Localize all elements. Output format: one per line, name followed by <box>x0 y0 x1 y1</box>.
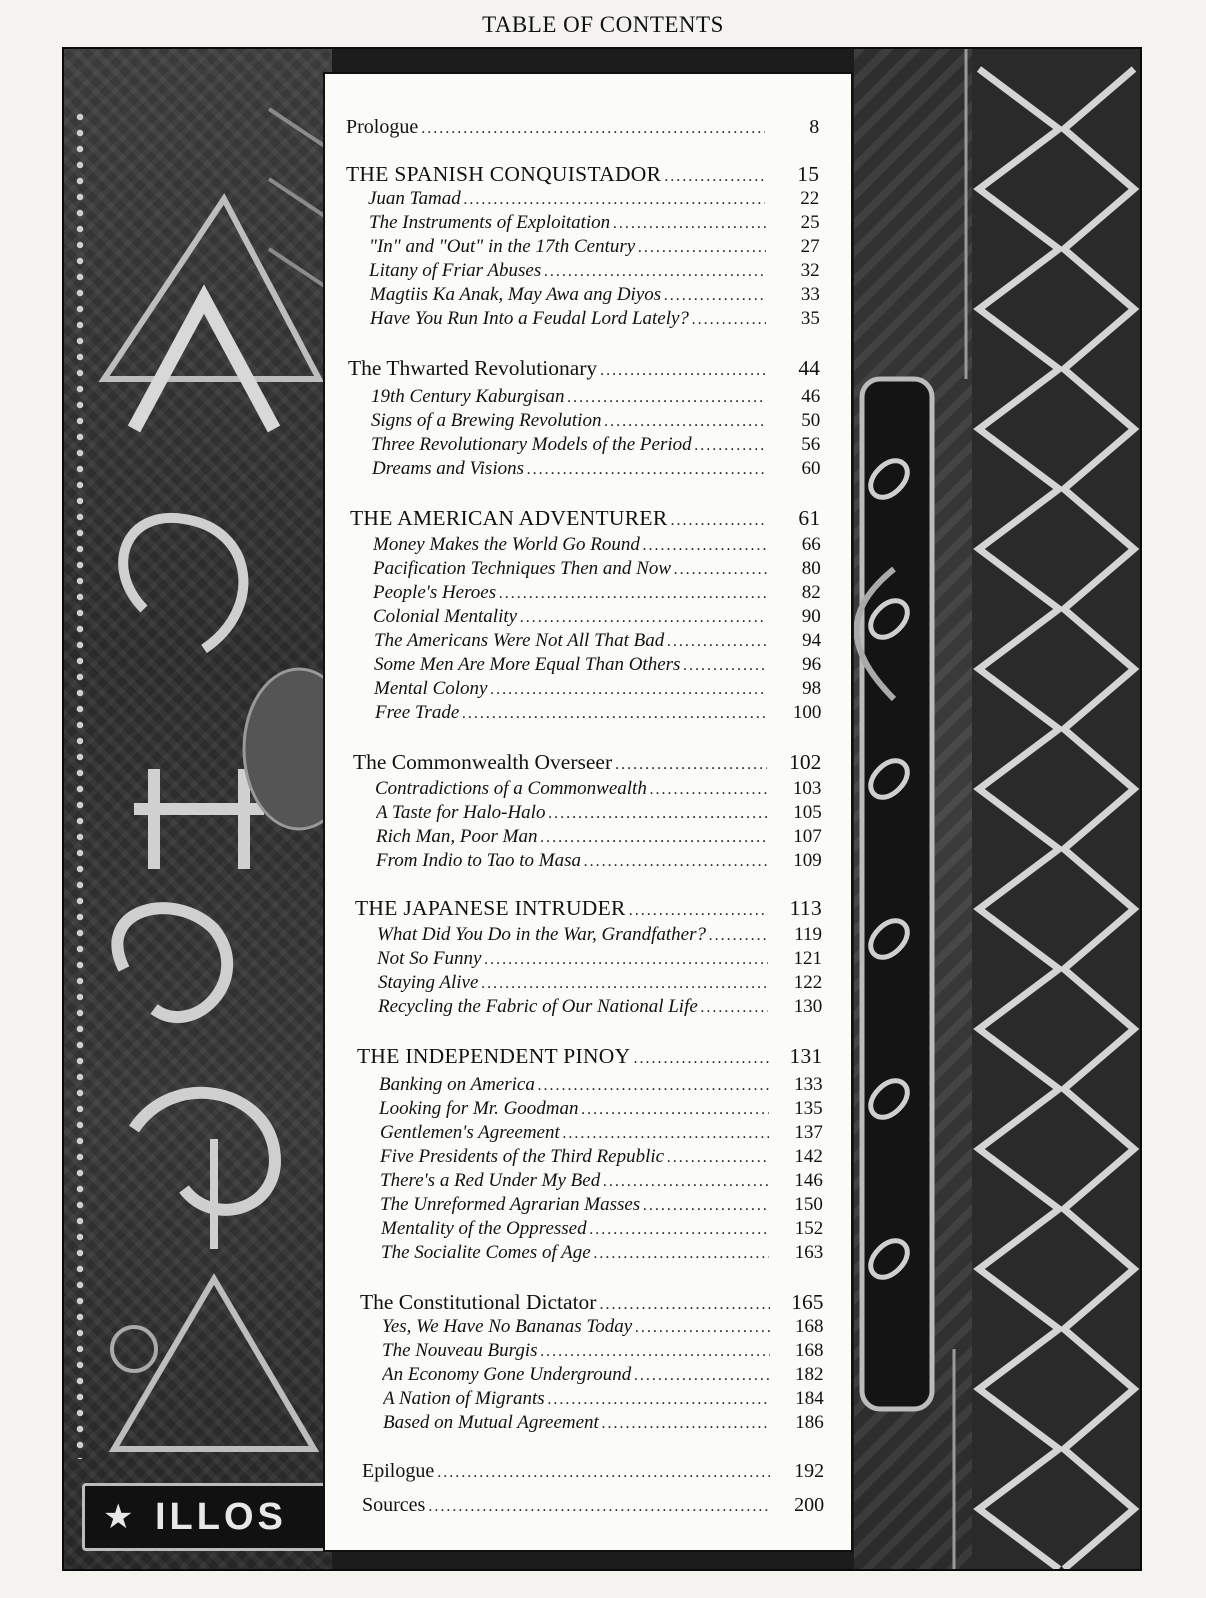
dot-leader <box>635 1319 769 1337</box>
toc-subentry <box>371 434 820 456</box>
toc-entry <box>355 896 822 921</box>
toc-subentry <box>368 188 819 210</box>
toc-entry-title: People's Heroes <box>373 582 497 603</box>
toc-entry-title: There's a Red Under My Bed <box>380 1170 601 1191</box>
dot-leader <box>667 633 767 651</box>
toc-subentry <box>382 1316 824 1338</box>
toc-entry-title: Sources <box>362 1494 426 1516</box>
toc-entry-title: Money Makes the World Go Round <box>373 534 640 555</box>
dot-leader <box>428 1498 770 1516</box>
toc-entry-title: Looking for Mr. Goodman <box>379 1098 579 1119</box>
toc-page-number: 142 <box>794 1146 823 1167</box>
toc-page-number: 60 <box>801 458 821 479</box>
toc-entry-title: The Americans Were Not All That Bad <box>374 630 665 651</box>
toc-subentry <box>373 606 821 628</box>
toc-page-number: 168 <box>795 1340 824 1361</box>
toc-page-number: 61 <box>798 506 821 530</box>
toc-subentry <box>370 284 820 306</box>
dot-leader <box>464 191 766 209</box>
toc-subentry <box>370 308 820 330</box>
toc-page-number: 168 <box>795 1316 824 1337</box>
dot-leader <box>634 1367 769 1385</box>
toc-subentry <box>369 212 820 234</box>
dot-leader <box>670 512 766 530</box>
ornamental-frame <box>62 47 1142 1571</box>
toc-entry-title: The Unreformed Agrarian Masses <box>380 1194 641 1215</box>
toc-subentry <box>371 410 820 432</box>
toc-page-number: 8 <box>809 116 820 138</box>
right-engraved-ornament <box>854 49 1140 1569</box>
toc-subentry <box>377 948 822 970</box>
toc-subentry <box>383 1412 824 1434</box>
dot-leader <box>613 215 765 233</box>
dot-leader <box>481 975 768 993</box>
dot-leader <box>695 437 767 455</box>
dot-leader <box>582 1101 769 1119</box>
toc-entry-title: Mental Colony <box>374 678 488 699</box>
toc-entry-title: What Did You Do in the War, Grandfather? <box>377 924 707 945</box>
dot-leader <box>548 1391 770 1409</box>
toc-subentry <box>373 582 821 604</box>
toc-subentry <box>372 458 821 480</box>
left-engraved-ornament <box>64 49 332 1569</box>
toc-entry-title: Three Revolutionary Models of the Period <box>371 434 692 455</box>
toc-page-number: 107 <box>793 826 822 847</box>
toc-subentry <box>374 630 821 652</box>
dot-leader <box>568 389 767 407</box>
toc-page-number: 131 <box>789 1044 823 1068</box>
toc-page-number: 56 <box>801 434 821 455</box>
toc-subentry <box>369 236 820 258</box>
toc-entry-title: Litany of Friar Abuses <box>369 260 542 281</box>
toc-page-number: 27 <box>800 236 820 257</box>
toc-entry-title: Banking on America <box>379 1074 535 1095</box>
toc-subentry <box>381 1242 823 1264</box>
toc-entry-title: Staying Alive <box>378 972 479 993</box>
toc-subentry <box>373 558 821 580</box>
dot-leader <box>664 287 766 305</box>
toc-entry-title: Pacification Techniques Then and Now <box>373 558 672 579</box>
dot-leader <box>633 1050 768 1068</box>
toc-subentry <box>382 1340 824 1362</box>
toc-page-number: 80 <box>801 558 821 579</box>
toc-entry-title: Juan Tamad <box>368 188 461 209</box>
toc-entry-title: An Economy Gone Underground <box>382 1364 632 1385</box>
toc-subentry <box>369 260 820 282</box>
dot-leader <box>462 705 767 723</box>
dot-leader <box>600 362 766 380</box>
dot-leader <box>629 902 768 920</box>
toc-entry-title: The Socialite Comes of Age <box>381 1242 591 1263</box>
toc-subentry <box>379 1074 823 1096</box>
dot-leader <box>437 1464 770 1482</box>
toc-entry-title: THE JAPANESE INTRUDER <box>355 896 626 920</box>
toc-entry-title: Gentlemen's Agreement <box>380 1122 560 1143</box>
toc-page-number: 22 <box>800 188 820 209</box>
toc-page-number: 200 <box>794 1494 825 1516</box>
toc-subentry <box>380 1194 823 1216</box>
toc-page-number: 186 <box>795 1412 824 1433</box>
dot-leader <box>563 1125 769 1143</box>
toc-entry-title: Colonial Mentality <box>373 606 518 627</box>
toc-entry-title: Five Presidents of the Third Republic <box>380 1146 665 1167</box>
toc-entry-title: Not So Funny <box>377 948 482 969</box>
toc-entry-title: Prologue <box>346 116 419 138</box>
toc-page-number: 130 <box>793 996 823 1017</box>
toc-page-number: 122 <box>793 972 823 993</box>
toc-entry-title: Free Trade <box>375 702 460 723</box>
toc-entry-title: From Indio to Tao to Masa <box>376 850 581 871</box>
dot-leader <box>527 461 767 479</box>
toc-page-number: 163 <box>794 1242 824 1263</box>
toc-subentry <box>374 678 821 700</box>
toc-subentry <box>383 1388 824 1410</box>
toc-page-number: 102 <box>789 750 822 774</box>
left-engraving-art <box>64 49 332 1569</box>
toc-subentry <box>380 1170 823 1192</box>
dot-leader <box>643 537 767 555</box>
toc-subentry <box>376 850 822 872</box>
toc-subentry <box>378 996 822 1018</box>
toc-page-number: 94 <box>802 630 822 651</box>
banner-text: ILLOS <box>155 1496 287 1538</box>
dot-leader <box>615 756 767 774</box>
toc-subentry <box>380 1122 823 1144</box>
toc-entry <box>357 1044 823 1069</box>
toc-entry <box>362 1494 824 1517</box>
toc-entry-title: The Commonwealth Overseer <box>353 750 613 774</box>
toc-page-number: 113 <box>789 896 822 920</box>
dot-leader <box>603 1173 769 1191</box>
dot-leader <box>683 657 767 675</box>
toc-page-number: 46 <box>801 386 821 407</box>
toc-page-number: 105 <box>793 802 822 823</box>
dot-leader <box>664 168 765 186</box>
toc-entry-title: "In" and "Out" in the 17th Century <box>369 236 636 257</box>
toc-entry-title: A Taste for Halo-Halo <box>376 802 546 823</box>
toc-page-number: 50 <box>801 410 821 431</box>
toc-subentry <box>375 702 821 724</box>
toc-subentry <box>378 972 822 994</box>
toc-page-number: 135 <box>794 1098 823 1119</box>
dot-leader <box>490 681 767 699</box>
toc-page-number: 146 <box>794 1170 823 1191</box>
toc-page-number: 82 <box>801 582 821 603</box>
toc-subentry <box>375 778 821 800</box>
toc-page-number: 119 <box>794 924 822 945</box>
dot-leader <box>643 1197 769 1215</box>
toc-entry <box>350 506 821 531</box>
toc-entry-title: Rich Man, Poor Man <box>376 826 538 847</box>
toc-entry-title: The Instruments of Exploitation <box>369 212 611 233</box>
toc-entry-title: 19th Century Kaburgisan <box>371 386 565 407</box>
toc-entry-title: Dreams and Visions <box>372 458 524 479</box>
dot-leader <box>667 1149 769 1167</box>
toc-subentry <box>373 534 821 556</box>
toc-entry-title: The Nouveau Burgis <box>382 1340 538 1361</box>
dot-leader <box>701 999 769 1017</box>
toc-list <box>325 74 851 1550</box>
toc-entry-title: Contradictions of a Commonwealth <box>375 778 647 799</box>
dot-leader <box>638 239 765 257</box>
toc-page-number: 44 <box>798 356 820 380</box>
toc-subentry <box>381 1218 823 1240</box>
toc-entry-title: Yes, We Have No Bananas Today <box>382 1316 633 1337</box>
illos-banner <box>82 1483 332 1551</box>
dot-leader <box>709 927 768 945</box>
toc-page-number: 121 <box>793 948 822 969</box>
toc-page-number: 15 <box>797 162 820 186</box>
toc-entry-title: Some Men Are More Equal Than Others <box>374 654 681 675</box>
toc-page-number: 182 <box>795 1364 824 1385</box>
dot-leader <box>590 1221 770 1239</box>
dot-leader <box>544 263 765 281</box>
toc-page-number: 133 <box>794 1074 823 1095</box>
toc-page-number: 35 <box>800 308 820 329</box>
dot-leader <box>538 1077 769 1095</box>
dot-leader <box>520 609 767 627</box>
toc-page-number: 109 <box>793 850 822 871</box>
toc-entry-title: Epilogue <box>362 1460 435 1482</box>
dot-leader <box>604 413 766 431</box>
toc-panel <box>325 74 851 1550</box>
dot-leader <box>499 585 767 603</box>
toc-subentry <box>371 386 820 408</box>
toc-page-number: 184 <box>795 1388 824 1409</box>
toc-page-number: 33 <box>800 284 820 305</box>
toc-entry-title: THE INDEPENDENT PINOY <box>357 1044 631 1068</box>
toc-entry <box>348 356 820 381</box>
toc-page-number: 98 <box>802 678 822 699</box>
toc-subentry <box>374 654 821 676</box>
toc-subentry <box>376 826 822 848</box>
toc-page-number: 32 <box>800 260 820 281</box>
toc-page-number: 100 <box>792 702 822 723</box>
toc-entry <box>353 750 821 775</box>
toc-entry-title: Signs of a Brewing Revolution <box>371 410 602 431</box>
toc-entry <box>362 1460 824 1483</box>
right-engraving-art <box>854 49 1140 1569</box>
toc-entry <box>360 1290 824 1315</box>
toc-entry-title: THE AMERICAN ADVENTURER <box>350 506 668 530</box>
toc-subentry <box>382 1364 824 1386</box>
toc-page-number: 25 <box>800 212 820 233</box>
dot-leader <box>602 1415 770 1433</box>
toc-page-number: 90 <box>801 606 821 627</box>
toc-entry-title: Mentality of the Oppressed <box>381 1218 587 1239</box>
dot-leader <box>584 853 768 871</box>
toc-entry-title: Have You Run Into a Feudal Lord Lately? <box>370 308 689 329</box>
toc-page-number: 137 <box>794 1122 823 1143</box>
toc-page-number: 66 <box>801 534 821 555</box>
toc-page-number: 152 <box>794 1218 824 1239</box>
star-icon: ★ <box>103 1498 138 1536</box>
toc-entry-title: Magtiis Ka Anak, May Awa ang Diyos <box>370 284 662 305</box>
toc-page-number: 192 <box>794 1460 825 1482</box>
dot-leader <box>540 829 767 847</box>
page-title: TABLE OF CONTENTS <box>482 12 724 37</box>
dot-leader <box>594 1245 770 1263</box>
toc-subentry <box>379 1098 823 1120</box>
toc-entry-title: THE SPANISH CONQUISTADOR <box>346 162 662 186</box>
toc-entry-title: A Nation of Migrants <box>383 1388 545 1409</box>
toc-subentry <box>380 1146 823 1168</box>
toc-subentry <box>377 924 822 946</box>
toc-entry <box>346 116 819 139</box>
dot-leader <box>650 781 768 799</box>
dot-leader <box>548 805 767 823</box>
toc-entry-title: Based on Mutual Agreement <box>383 1412 599 1433</box>
toc-entry-title: The Constitutional Dictator <box>360 1290 597 1314</box>
toc-entry-title: Recycling the Fabric of Our National Life <box>378 996 698 1017</box>
dot-leader <box>485 951 769 969</box>
dot-leader <box>421 120 765 138</box>
dot-leader <box>674 561 767 579</box>
toc-page-number: 150 <box>794 1194 823 1215</box>
dot-leader <box>599 1296 769 1314</box>
dot-leader <box>692 311 766 329</box>
toc-page-number: 165 <box>791 1290 824 1314</box>
toc-subentry <box>376 802 822 824</box>
toc-entry-title: The Thwarted Revolutionary <box>348 356 598 380</box>
toc-page-number: 96 <box>802 654 822 675</box>
toc-entry <box>346 162 819 187</box>
toc-page-number: 103 <box>792 778 822 799</box>
dot-leader <box>541 1343 770 1361</box>
